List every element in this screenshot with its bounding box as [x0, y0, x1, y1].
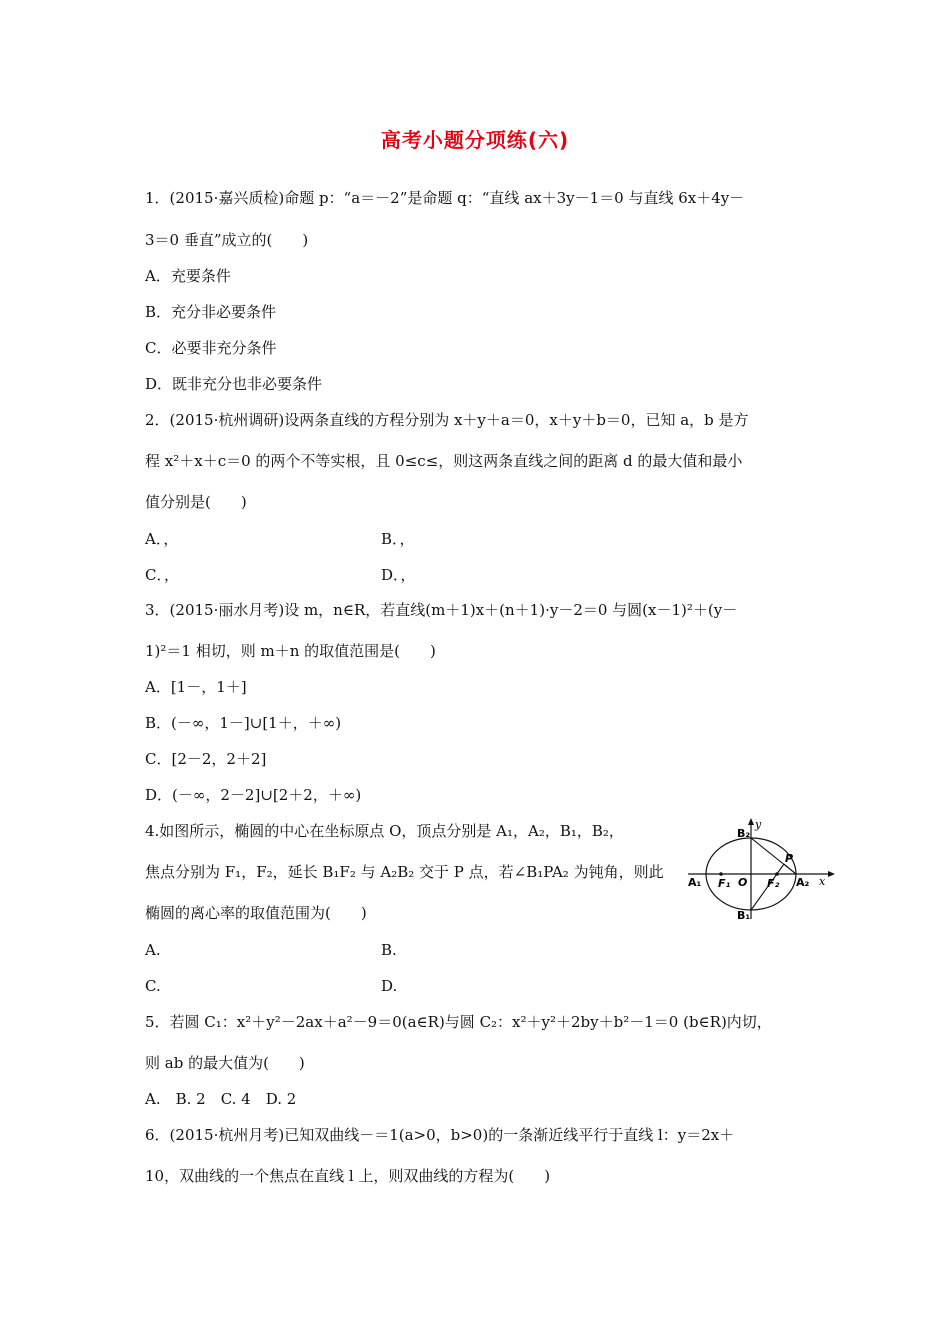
- q5-stem-line2: 则 ab 的最大值为( ): [145, 1054, 305, 1072]
- q2-option-c: C．，: [145, 566, 179, 584]
- q6-stem-line1: 6．(2015·杭州月考)已知双曲线－＝1(a>0，b>0)的一条渐近线平行于直线 l：y＝2x＋: [145, 1126, 735, 1144]
- label-b1: B₁: [737, 909, 751, 920]
- page-title: 高考小题分项练(六): [380, 128, 570, 152]
- q3-option-d: D．(－∞，2－2]∪[2＋2，＋∞): [145, 786, 362, 804]
- q2-stem-line3: 值分别是( ): [145, 493, 247, 511]
- q3-stem-line1: 3．(2015·丽水月考)设 m，n∈R，若直线(m＋1)x＋(n＋1)·y－2＝0 与圆(x－1)²＋(y－: [145, 601, 738, 619]
- q2-stem-line1: 2．(2015·杭州调研)设两条直线的方程分别为 x＋y＋a＝0，x＋y＋b＝0，已知 a，b 是方: [145, 411, 749, 429]
- label-a2: A₂: [796, 876, 810, 889]
- q2-option-a: A．，: [145, 530, 179, 548]
- label-f2: F₂: [767, 877, 780, 890]
- q4-stem-line3: 椭圆的离心率的取值范围为( ): [145, 904, 367, 922]
- q4-option-b: B.: [381, 941, 397, 959]
- q1-option-c: C．必要非充分条件: [145, 339, 277, 357]
- q4-option-d: D.: [381, 977, 398, 995]
- label-a1: A₁: [688, 876, 702, 889]
- q4-stem-line1: 4.如图所示，椭圆的中心在坐标原点 O，顶点分别是 A₁，A₂，B₁，B₂，: [145, 822, 624, 840]
- ellipse-figure: [688, 815, 838, 920]
- q4-option-c: C.: [145, 977, 161, 995]
- q2-option-d: D．，: [381, 566, 416, 584]
- q2-stem-line2: 程 x²＋x＋c＝0 的两个不等实根，且 0≤c≤，则这两条直线之间的距离 d 的最大值和最小: [145, 452, 743, 470]
- q4-option-a: A.: [145, 941, 161, 959]
- q1-option-a: A．充要条件: [145, 267, 231, 285]
- q1-stem-line1: 1．(2015·嘉兴质检)命题 p：“a＝－2”是命题 q：“直线 ax＋3y－1＝0 与直线 6x＋4y－: [145, 189, 745, 207]
- q1-option-b: B．充分非必要条件: [145, 303, 277, 321]
- label-y: y: [755, 818, 762, 831]
- q1-option-d: D．既非充分也非必要条件: [145, 375, 323, 393]
- q3-stem-line2: 1)²＝1 相切，则 m＋n 的取值范围是( ): [145, 642, 436, 660]
- q3-option-c: C．[2－2，2＋2]: [145, 750, 267, 768]
- q3-option-b: B．(－∞，1－]∪[1＋，＋∞): [145, 714, 342, 732]
- label-x: x: [819, 875, 826, 888]
- q5-options: A. B. 2 C. 4 D. 2: [145, 1090, 297, 1108]
- label-p: P: [785, 852, 794, 865]
- q3-option-a: A．[1－，1＋]: [145, 678, 247, 696]
- label-b2: B₂: [737, 827, 751, 840]
- label-o: O: [738, 876, 748, 889]
- q6-stem-line2: 10，双曲线的一个焦点在直线 l 上，则双曲线的方程为( ): [145, 1167, 551, 1185]
- q1-stem-line2: 3＝0 垂直”成立的( ): [145, 231, 309, 249]
- label-f1: F₁: [718, 877, 731, 890]
- q4-stem-line2: 焦点分别为 F₁，F₂，延长 B₁F₂ 与 A₂B₂ 交于 P 点，若∠B₁PA₂ 为钝角，则此: [145, 863, 664, 881]
- q5-stem-line1: 5．若圆 C₁：x²＋y²－2ax＋a²－9＝0(a∈R)与圆 C₂：x²＋y²＋2by＋b²－1＝0 (b∈R)内切，: [145, 1013, 772, 1031]
- q2-option-b: B．，: [381, 530, 415, 548]
